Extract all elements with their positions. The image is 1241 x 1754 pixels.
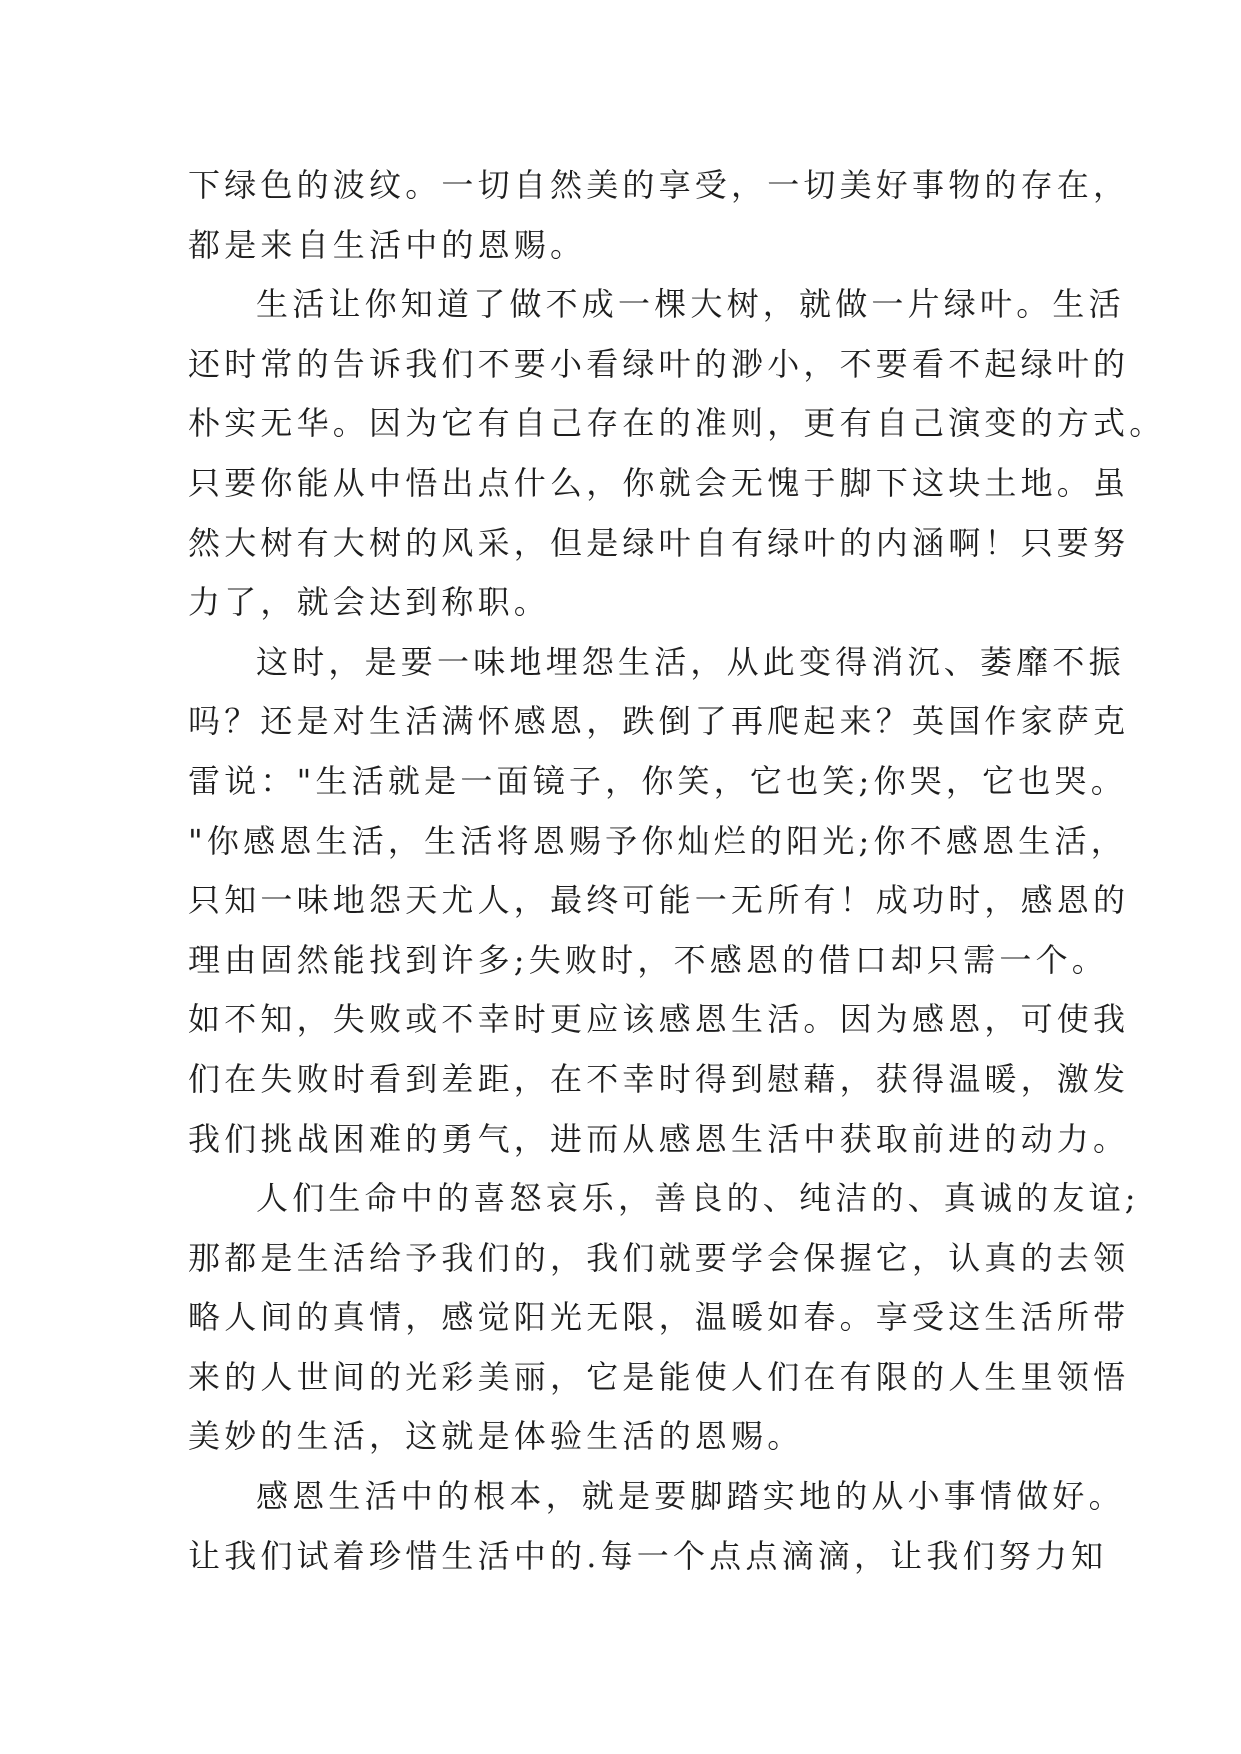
text-line: 们在失败时看到差距，在不幸时得到慰藉，获得温暖，激发 [188, 1059, 1130, 1098]
text-line: 生活让你知道了做不成一棵大树，就做一片绿叶。生活 [256, 285, 1125, 324]
paragraph-4 [188, 1169, 1140, 1467]
paragraph-3 [188, 633, 1130, 1169]
document-body [188, 156, 1166, 1586]
text-line: 朴实无华。因为它有自己存在的准则，更有自己演变的方式。 [188, 404, 1166, 443]
text-line: 让我们试着珍惜生活中的.每一个点点滴滴，让我们努力知 [188, 1536, 1108, 1575]
text-line: 人们生命中的喜怒哀乐，善良的、纯洁的、真诚的友谊; [256, 1179, 1140, 1218]
text-line: 都是来自生活中的恩赐。 [188, 225, 587, 264]
text-line: 我们挑战困难的勇气，进而从感恩生活中获取前进的动力。 [188, 1119, 1130, 1158]
text-line: 感恩生活中的根本，就是要脚踏实地的从小事情做好。 [256, 1477, 1125, 1516]
text-line: 理由固然能找到许多;失败时，不感恩的借口却只需一个。 [188, 940, 1108, 979]
text-line: 下绿色的波纹。一切自然美的享受，一切美好事物的存在， [188, 166, 1130, 204]
paragraph-1 [188, 156, 1130, 275]
text-line: 美妙的生活，这就是体验生活的恩赐。 [188, 1417, 804, 1456]
text-line: 那都是生活给予我们的，我们就要学会保握它，认真的去领 [188, 1238, 1130, 1277]
text-line: 如不知，失败或不幸时更应该感恩生活。因为感恩，可使我 [188, 1000, 1130, 1039]
paragraph-2 [188, 275, 1166, 633]
text-line: 吗？还是对生活满怀感恩，跌倒了再爬起来？英国作家萨克 [188, 702, 1130, 741]
text-line: 还时常的告诉我们不要小看绿叶的渺小，不要看不起绿叶的 [188, 344, 1130, 383]
text-line: "你感恩生活，生活将恩赐予你灿烂的阳光;你不感恩生活， [188, 821, 1127, 860]
text-line: 只知一味地怨天尤人，最终可能一无所有！成功时，感恩的 [188, 881, 1130, 920]
text-line: 来的人世间的光彩美丽，它是能使人们在有限的人生里领悟 [188, 1357, 1130, 1396]
text-line: 力了，就会达到称职。 [188, 583, 551, 622]
text-line: 略人间的真情，感觉阳光无限，温暖如春。享受这生活所带 [188, 1298, 1130, 1337]
text-line: 这时，是要一味地埋怨生活，从此变得消沉、萎靡不振 [256, 642, 1125, 681]
text-line: 雷说："生活就是一面镜子，你笑，它也笑;你哭，它也哭。 [188, 761, 1127, 800]
text-line: 然大树有大树的风采，但是绿叶自有绿叶的内涵啊！只要努 [188, 523, 1130, 562]
paragraph-5 [188, 1467, 1125, 1586]
text-line: 只要你能从中悟出点什么，你就会无愧于脚下这块土地。虽 [188, 463, 1130, 502]
